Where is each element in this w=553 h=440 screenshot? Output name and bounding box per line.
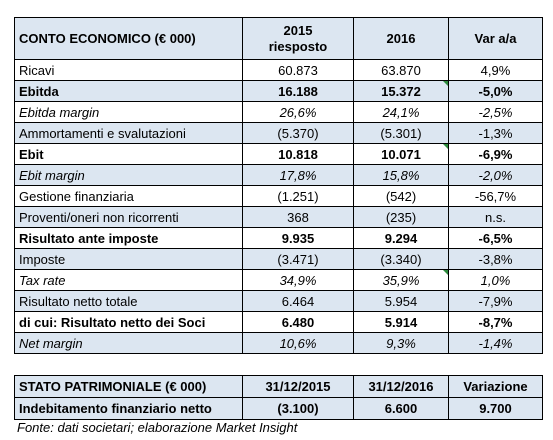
value-2016: (3.340) — [354, 249, 449, 270]
col-variazione-header: Variazione — [449, 376, 543, 398]
table-row — [15, 144, 543, 165]
value-variation: -2,0% — [449, 165, 543, 186]
row-label: di cui: Risultato netto dei Soci — [15, 312, 243, 333]
table-row — [15, 270, 543, 291]
value-2016: 9.294 — [354, 228, 449, 249]
value-2015: 26,6% — [243, 102, 354, 123]
value-variation: -6,9% — [449, 144, 543, 165]
value-2016: (235) — [354, 207, 449, 228]
row-label: Risultato ante imposte — [15, 228, 243, 249]
col-2015-header — [243, 18, 354, 60]
row-label: Ebit — [15, 144, 243, 165]
table-row — [15, 291, 543, 312]
value-variation: -3,8% — [449, 249, 543, 270]
value-variation: -5,0% — [449, 81, 543, 102]
table-row — [15, 165, 543, 186]
table-row — [15, 123, 543, 144]
value-2016: (542) — [354, 186, 449, 207]
value-2015: 60.873 — [243, 60, 354, 81]
balance-sheet-header-row — [15, 376, 543, 398]
col-2015-header-line1: 2015 — [283, 22, 313, 38]
row-label: Ebit margin — [15, 165, 243, 186]
col-var-header: Var a/a — [449, 18, 543, 60]
income-statement-title: CONTO ECONOMICO (€ 000) — [15, 18, 243, 60]
table-row — [15, 333, 543, 354]
value-2015: 368 — [243, 207, 354, 228]
table-row — [15, 312, 543, 333]
table-row — [15, 102, 543, 123]
value-variation: 4,9% — [449, 60, 543, 81]
row-label: Risultato netto totale — [15, 291, 243, 312]
value-2016: 10.071 — [354, 144, 449, 165]
value-2015: (3.471) — [243, 249, 354, 270]
row-label: Ebitda margin — [15, 102, 243, 123]
value-variation: -6,5% — [449, 228, 543, 249]
row-label: Ammortamenti e svalutazioni — [15, 123, 243, 144]
value-variation: 9.700 — [449, 398, 543, 420]
table-row — [15, 207, 543, 228]
value-2015: 10,6% — [243, 333, 354, 354]
col-2016-header: 2016 — [354, 18, 449, 60]
table-row — [15, 228, 543, 249]
value-2016: 15,8% — [354, 165, 449, 186]
col-date-2016-header: 31/12/2016 — [354, 376, 449, 398]
value-variation: n.s. — [449, 207, 543, 228]
col-date-2015-header: 31/12/2015 — [243, 376, 354, 398]
col-2015-header-line2: riesposto — [268, 38, 328, 54]
row-label: Ebitda — [15, 81, 243, 102]
value-2016: 5.914 — [354, 312, 449, 333]
value-2015: 34,9% — [243, 270, 354, 291]
value-2016: 5.954 — [354, 291, 449, 312]
value-2015: 6.480 — [243, 312, 354, 333]
row-label: Tax rate — [15, 270, 243, 291]
income-statement-header-row — [15, 18, 543, 60]
table-row — [15, 398, 543, 420]
table-row — [15, 186, 543, 207]
balance-sheet-table — [14, 375, 543, 420]
row-label: Proventi/oneri non ricorrenti — [15, 207, 243, 228]
table-row — [15, 81, 543, 102]
value-variation: -7,9% — [449, 291, 543, 312]
value-variation: 1,0% — [449, 270, 543, 291]
value-2015: (3.100) — [243, 398, 354, 420]
value-2015: 6.464 — [243, 291, 354, 312]
value-variation: -8,7% — [449, 312, 543, 333]
value-2016: 24,1% — [354, 102, 449, 123]
value-2016: 63.870 — [354, 60, 449, 81]
row-label: Gestione finanziaria — [15, 186, 243, 207]
value-2015: 9.935 — [243, 228, 354, 249]
value-2015: 10.818 — [243, 144, 354, 165]
value-2016: 15.372 — [354, 81, 449, 102]
value-2015: 17,8% — [243, 165, 354, 186]
value-variation: -56,7% — [449, 186, 543, 207]
value-2016: 9,3% — [354, 333, 449, 354]
source-note: Fonte: dati societari; elaborazione Market Insight — [17, 420, 298, 435]
table-row — [15, 249, 543, 270]
value-2015: 16.188 — [243, 81, 354, 102]
row-label: Imposte — [15, 249, 243, 270]
value-2016: 6.600 — [354, 398, 449, 420]
table-row — [15, 60, 543, 81]
row-label: Net margin — [15, 333, 243, 354]
income-statement-table — [14, 17, 543, 354]
value-variation: -1,4% — [449, 333, 543, 354]
value-2015: (1.251) — [243, 186, 354, 207]
value-2015: (5.370) — [243, 123, 354, 144]
value-variation: -2,5% — [449, 102, 543, 123]
value-variation: -1,3% — [449, 123, 543, 144]
row-label: Indebitamento finanziario netto — [15, 398, 243, 420]
row-label: Ricavi — [15, 60, 243, 81]
balance-sheet-title: STATO PATRIMONIALE (€ 000) — [15, 376, 243, 398]
value-2016: (5.301) — [354, 123, 449, 144]
value-2016: 35,9% — [354, 270, 449, 291]
